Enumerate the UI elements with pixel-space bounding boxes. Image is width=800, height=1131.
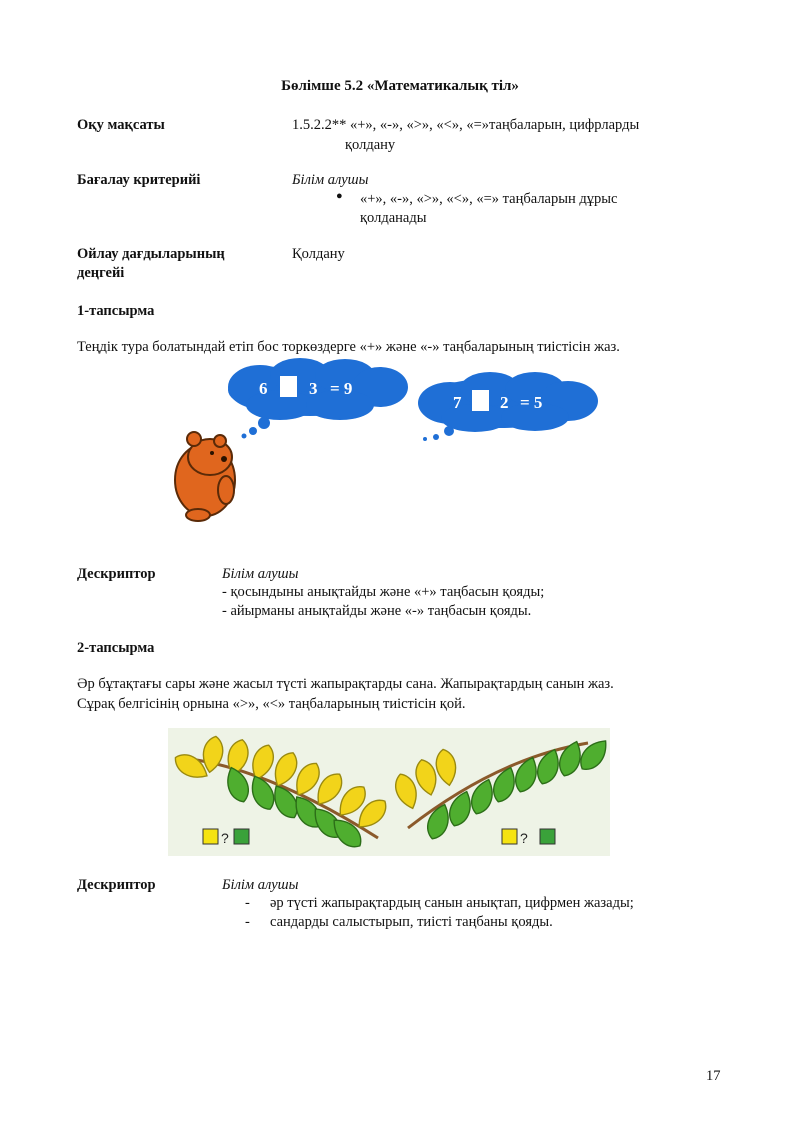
descriptor2-label: Дескриптор xyxy=(77,877,156,893)
objective-text-line2: қолдану xyxy=(345,137,396,153)
descriptor1-label: Дескриптор xyxy=(77,566,156,582)
criteria-bullet-line2: қолданады xyxy=(360,210,427,226)
descriptor2-item1: әр түсті жапырақтардың санын анықтап, цифрмен жазады; xyxy=(270,895,634,911)
descriptor1-line1: - қосындыны анықтайды және «+» таңбасын қояды; xyxy=(222,584,545,600)
bubble1-number-a: 6 xyxy=(259,379,268,398)
descriptor1-intro: Білім алушы xyxy=(222,566,299,582)
task2-instruction-line1: Әр бұтақтағы сары және жасыл түсті жапырақтарды сана. Жапырақтардың санын жаз. xyxy=(77,676,614,692)
task2-instruction-line2: Сұрақ белгісінің орнына «>», «<» таңбаларының тиістісін қой. xyxy=(77,696,466,712)
objective-text-line1: 1.5.2.2** «+», «-», «>», «<», «=»таңбаларын, цифрларды xyxy=(292,117,640,133)
bullet-icon: ● xyxy=(336,190,343,202)
thinking-value: Қолдану xyxy=(292,246,345,262)
yellow-count-box-right[interactable] xyxy=(502,829,517,844)
yellow-count-box-left[interactable] xyxy=(203,829,218,844)
descriptor2-dash2: - xyxy=(245,914,250,930)
task1-heading: 1-тапсырма xyxy=(77,303,155,319)
page-number: 17 xyxy=(706,1068,721,1084)
bear-icon xyxy=(175,432,235,521)
thought-cloud-1 xyxy=(228,358,408,439)
leaves-illustration xyxy=(168,728,610,856)
bubble2-result: = 5 xyxy=(520,393,543,412)
objective-label: Оқу мақсаты xyxy=(77,117,165,133)
task1-illustration xyxy=(160,355,620,530)
green-count-box-left[interactable] xyxy=(234,829,249,844)
blank-box-2 xyxy=(472,390,489,411)
task1-instruction: Теңдік тура болатындай етіп бос торкөздерге «+» және «-» таңбаларының тиістісін жаз. xyxy=(77,339,620,355)
descriptor2-item2: сандарды салыстырып, тиісті таңбаны қояды. xyxy=(270,914,553,930)
descriptor2-intro: Білім алушы xyxy=(222,877,299,893)
bubble1-result: = 9 xyxy=(330,379,353,398)
thinking-label-line1: Ойлау дағдыларының xyxy=(77,246,225,262)
green-count-box-right[interactable] xyxy=(540,829,555,844)
question-mark-left: ? xyxy=(221,830,229,846)
bubble2-number-b: 2 xyxy=(500,393,509,412)
thought-cloud-2 xyxy=(418,372,598,441)
descriptor2-dash1: - xyxy=(245,895,250,911)
criteria-bullet-line1: «+», «-», «>», «<», «=» таңбаларын дұрыс xyxy=(360,191,618,207)
bubble1-number-b: 3 xyxy=(309,379,318,398)
task2-heading: 2-тапсырма xyxy=(77,640,155,656)
criteria-label: Бағалау критерийі xyxy=(77,172,201,188)
section-title: Бөлімше 5.2 «Математикалық тіл» xyxy=(281,78,519,94)
descriptor1-line2: - айырманы анықтайды және «-» таңбасын қояды. xyxy=(222,603,532,619)
criteria-intro: Білім алушы xyxy=(292,172,369,188)
bubble2-number-a: 7 xyxy=(453,393,462,412)
thinking-label-line2: деңгейі xyxy=(77,265,125,281)
question-mark-right: ? xyxy=(520,830,528,846)
blank-box-1 xyxy=(280,376,297,397)
